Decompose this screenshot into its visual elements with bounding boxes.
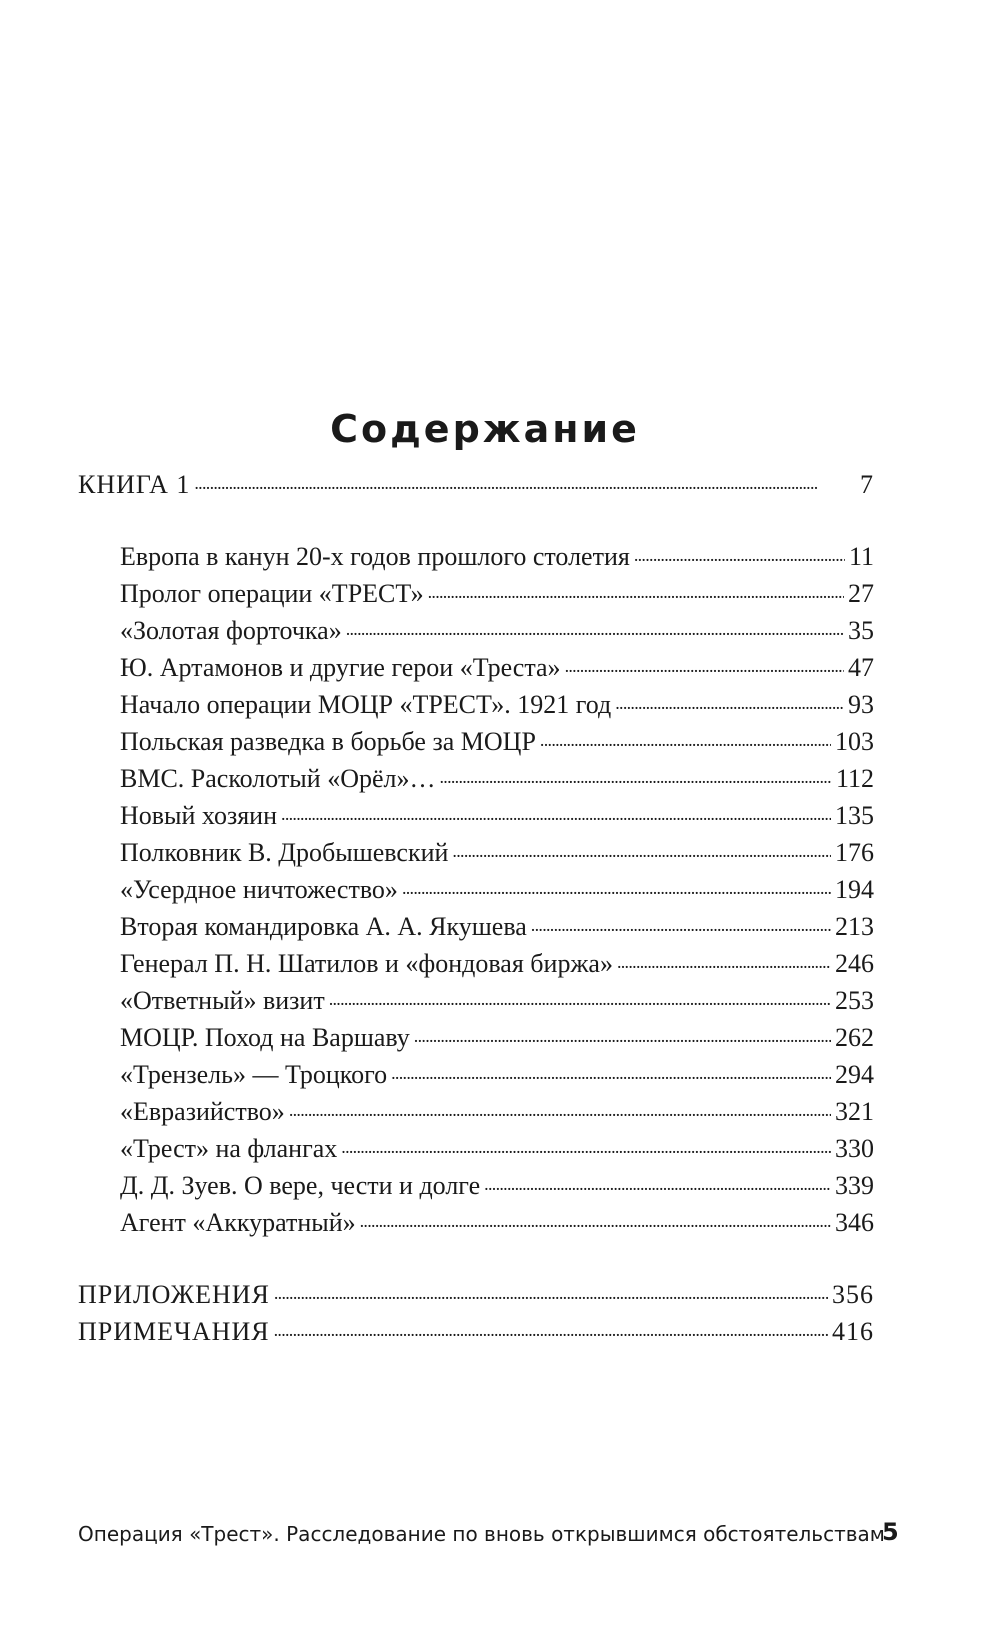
toc-entry <box>120 912 874 942</box>
toc-entry <box>120 875 874 905</box>
toc-entry-page: 262 <box>835 1023 874 1052</box>
toc-entry-label: Польская разведка в борьбе за МОЦР <box>120 727 536 756</box>
toc-entry <box>120 1060 874 1090</box>
toc-entry-page: 294 <box>835 1060 874 1089</box>
toc-entry <box>120 690 874 720</box>
toc-leader-dots <box>565 656 844 676</box>
toc-entry-page: 176 <box>835 838 874 867</box>
toc-leader-dots <box>452 841 831 861</box>
toc-entry-page: 27 <box>848 579 874 608</box>
toc-entry-label: Ю. Артамонов и другие герои «Треста» <box>120 653 561 682</box>
toc-entry-label: «Золотая форточка» <box>120 616 342 645</box>
toc-leader-dots <box>289 1100 831 1120</box>
toc-entry-label: Д. Д. Зуев. О вере, чести и долге <box>120 1171 481 1200</box>
toc-entry-page: 416 <box>832 1317 874 1346</box>
toc-entry <box>120 949 874 979</box>
toc-entry-page: 7 <box>860 470 874 499</box>
toc-entry-label: Вторая командировка А. А. Якушева <box>120 912 527 941</box>
toc-entry-page: 253 <box>835 986 874 1015</box>
toc-leader-dots <box>428 582 844 602</box>
toc-entry <box>120 542 874 572</box>
toc-entry-label: ПРИЛОЖЕНИЯ <box>78 1280 270 1309</box>
toc-entry-page: 339 <box>835 1171 874 1200</box>
toc-entry <box>120 1023 874 1053</box>
toc-entry-page: 93 <box>848 690 874 719</box>
toc-entry <box>120 986 874 1016</box>
toc-entry-notes <box>78 1317 874 1347</box>
toc-leader-dots <box>540 730 831 750</box>
toc-leader-dots <box>274 1320 828 1340</box>
toc-entry-page: 321 <box>835 1097 874 1126</box>
toc-leader-dots <box>360 1211 831 1231</box>
page-number: 5 <box>882 1518 899 1546</box>
toc-entry-label: МОЦР. Поход на Варшаву <box>120 1023 410 1052</box>
toc-entry-page: 213 <box>835 912 874 941</box>
toc-entry <box>120 838 874 868</box>
toc-entry <box>120 1171 874 1201</box>
toc-entry-page: 346 <box>835 1208 874 1237</box>
toc-entry-page: 47 <box>848 653 874 682</box>
toc-entry <box>120 653 874 683</box>
toc-entry-label: КНИГА 1 <box>78 470 191 499</box>
toc-entry <box>120 616 874 646</box>
toc-entry <box>120 1134 874 1164</box>
toc-entry <box>120 764 874 794</box>
toc-entry-page: 112 <box>835 764 874 793</box>
toc-leader-dots <box>341 1137 831 1157</box>
toc-entry-page: 246 <box>835 949 874 978</box>
toc-entry-label: Генерал П. Н. Шатилов и «фондовая биржа» <box>120 949 613 978</box>
toc-entry <box>120 727 874 757</box>
toc-leader-dots <box>414 1026 831 1046</box>
toc-entry-label: «Ответный» визит <box>120 986 325 1015</box>
toc-leader-dots <box>634 545 845 565</box>
page-title: Содержание <box>330 407 640 451</box>
toc-entry-label: «Усердное ничтожество» <box>120 875 398 904</box>
toc-leader-dots <box>402 878 831 898</box>
toc-entry-label: «Евразийство» <box>120 1097 285 1126</box>
toc-leader-dots <box>281 804 831 824</box>
toc-leader-dots <box>194 473 856 493</box>
toc-entry-label: «Трест» на флангах <box>120 1134 338 1163</box>
toc-entry-page: 194 <box>835 875 874 904</box>
toc-entry-label: ПРИМЕЧАНИЯ <box>78 1317 270 1346</box>
running-title: Операция «Трест». Расследование по вновь открывшимся обстоятельствам <box>78 1522 885 1546</box>
toc-entry-page: 103 <box>835 727 874 756</box>
toc-leader-dots <box>346 619 844 639</box>
toc-leader-dots <box>439 767 831 787</box>
toc-entry-page: 356 <box>832 1280 874 1309</box>
toc-leader-dots <box>531 915 831 935</box>
toc-entry <box>120 1208 874 1238</box>
toc-entry-book <box>78 470 874 500</box>
toc-entry-appendices <box>78 1280 874 1310</box>
toc-entry <box>120 801 874 831</box>
toc-entry-label: Полковник В. Дробышевский <box>120 838 449 867</box>
toc-entry-label: Агент «Аккуратный» <box>120 1208 356 1237</box>
toc-leader-dots <box>617 952 831 972</box>
toc-entry-page: 330 <box>835 1134 874 1163</box>
toc-entry-page: 135 <box>835 801 874 830</box>
toc-entry-label: Пролог операции «ТРЕСТ» <box>120 579 424 608</box>
toc-entry <box>120 579 874 609</box>
toc-entry-page: 35 <box>848 616 874 645</box>
toc-entry-label: «Трензель» — Троцкого <box>120 1060 388 1089</box>
toc-entry-label: Европа в канун 20-х годов прошлого столетия <box>120 542 630 571</box>
toc-leader-dots <box>329 989 831 1009</box>
toc-entry-label: Начало операции МОЦР «ТРЕСТ». 1921 год <box>120 690 612 719</box>
toc-leader-dots <box>615 693 844 713</box>
toc-entry <box>120 1097 874 1127</box>
toc-entry-label: Новый хозяин <box>120 801 278 830</box>
toc-leader-dots <box>484 1174 831 1194</box>
toc-leader-dots <box>391 1063 831 1083</box>
toc-leader-dots <box>274 1283 828 1303</box>
toc-entry-page: 11 <box>848 542 874 571</box>
toc-entry-label: ВМС. Расколотый «Орёл»… <box>120 764 436 793</box>
